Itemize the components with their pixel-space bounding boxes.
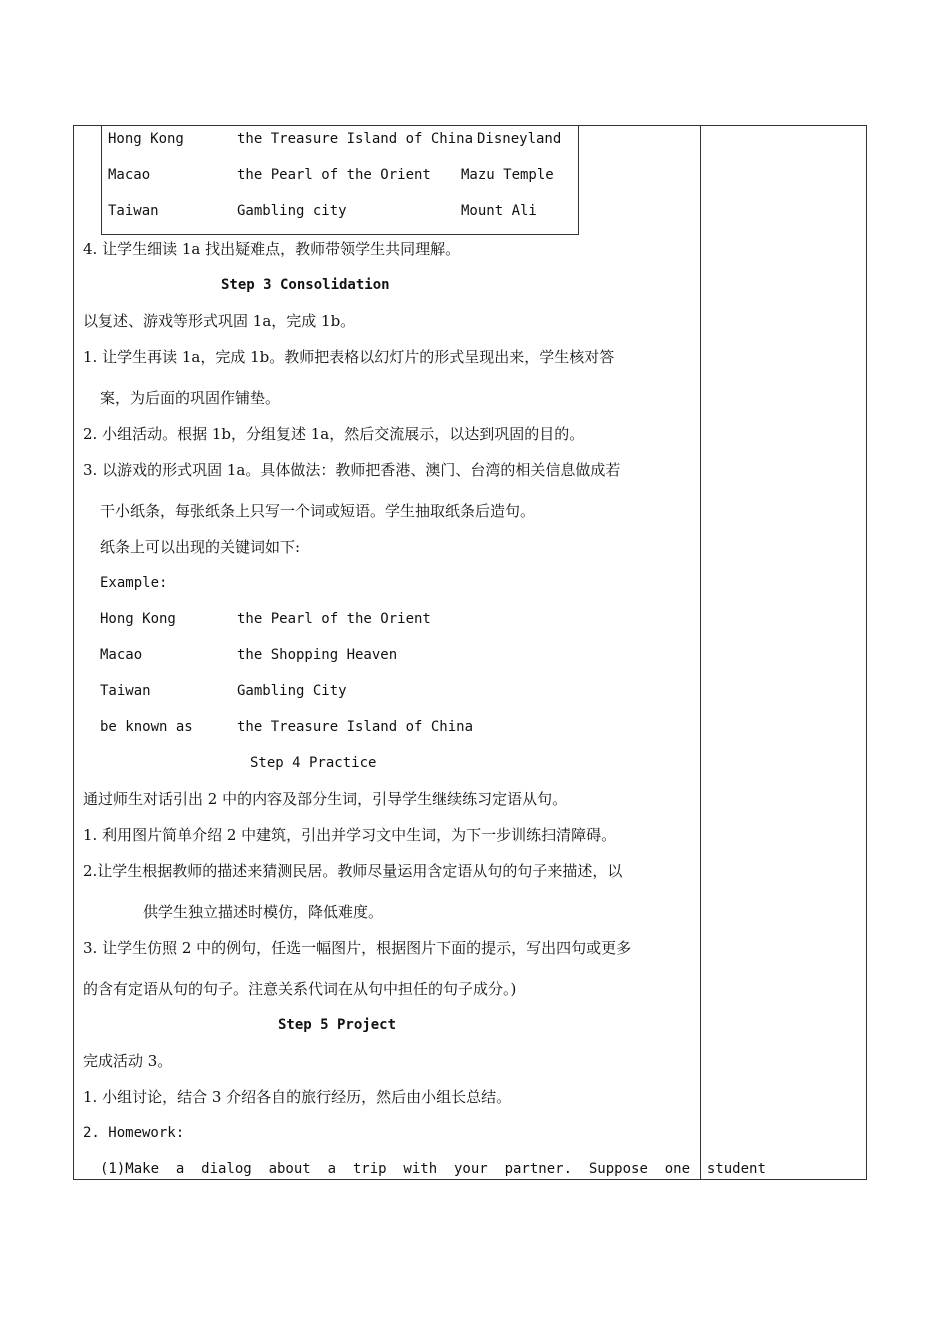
paragraph-line: 1. 让学生再读 1a，完成 1b。教师把表格以幻灯片的形式呈现出来，学生核对答 — [83, 348, 615, 366]
keyword: be known as — [100, 719, 193, 735]
section-heading: Step 5 Project — [278, 1017, 397, 1033]
paragraph-line: 案，为后面的巩固作铺垫。 — [100, 389, 281, 407]
table-cell: Hong Kong — [108, 131, 184, 147]
paragraph-line: 4. 让学生细读 1a 找出疑难点，教师带领学生共同理解。 — [83, 240, 461, 258]
keyword: Taiwan — [100, 683, 151, 699]
keyword: the Treasure Island of China — [237, 719, 474, 735]
paragraph-line: 2. 小组活动。根据 1b，分组复述 1a，然后交流展示，以达到巩固的目的。 — [83, 425, 585, 443]
keyword: the Pearl of the Orient — [237, 611, 431, 627]
paragraph-line: 以复述、游戏等形式巩固 1a，完成 1b。 — [83, 312, 356, 330]
keyword: Macao — [100, 647, 143, 663]
paragraph-line: 2. Homework: — [83, 1125, 185, 1141]
table-cell: Mount Ali — [461, 203, 537, 219]
table-cell: the Treasure Island of China — [237, 131, 474, 147]
keyword: Gambling City — [237, 683, 347, 699]
paragraph-line: 纸条上可以出现的关键词如下: — [100, 538, 301, 556]
page-table-frame — [73, 125, 867, 1180]
section-heading: Step 3 Consolidation — [221, 277, 390, 293]
paragraph-line: 干小纸条，每张纸条上只写一个词或短语。学生抽取纸条后造句。 — [100, 502, 536, 520]
paragraph-line: 的含有定语从句的句子。注意关系代词在从句中担任的句子成分。) — [83, 980, 517, 998]
table-cell: Disneyland — [477, 131, 562, 147]
table-cell: Mazu Temple — [461, 167, 554, 183]
table-cell: Gambling city — [237, 203, 347, 219]
paragraph-line: 3. 以游戏的形式巩固 1a。具体做法：教师把香港、澳门、台湾的相关信息做成若 — [83, 461, 621, 479]
keyword: the Shopping Heaven — [237, 647, 398, 663]
keyword: Hong Kong — [100, 611, 176, 627]
example-label: Example: — [100, 575, 168, 591]
table-cell: Taiwan — [108, 203, 159, 219]
paragraph-line: 供学生独立描述时模仿，降低难度。 — [143, 903, 384, 921]
table-cell: Macao — [108, 167, 151, 183]
table-cell: the Pearl of the Orient — [237, 167, 431, 183]
paragraph-line: 完成活动 3。 — [83, 1052, 173, 1070]
paragraph-line: 1. 小组讨论，结合 3 介绍各自的旅行经历，然后由小组长总结。 — [83, 1088, 512, 1106]
section-heading: Step 4 Practice — [250, 755, 377, 771]
paragraph-line: 3. 让学生仿照 2 中的例句，任选一幅图片，根据图片下面的提示，写出四句或更多 — [83, 939, 632, 957]
column-divider — [700, 125, 701, 1180]
paragraph-line: 2.让学生根据教师的描述来猜测民居。教师尽量运用含定语从句的句子来描述，以 — [83, 862, 623, 880]
paragraph-line: (1)Make a dialog about a trip with your partner. Suppose one student — [100, 1161, 766, 1177]
paragraph-line: 通过师生对话引出 2 中的内容及部分生词，引导学生继续练习定语从句。 — [83, 790, 568, 808]
paragraph-line: 1. 利用图片简单介绍 2 中建筑，引出并学习文中生词，为下一步训练扫清障碍。 — [83, 826, 617, 844]
